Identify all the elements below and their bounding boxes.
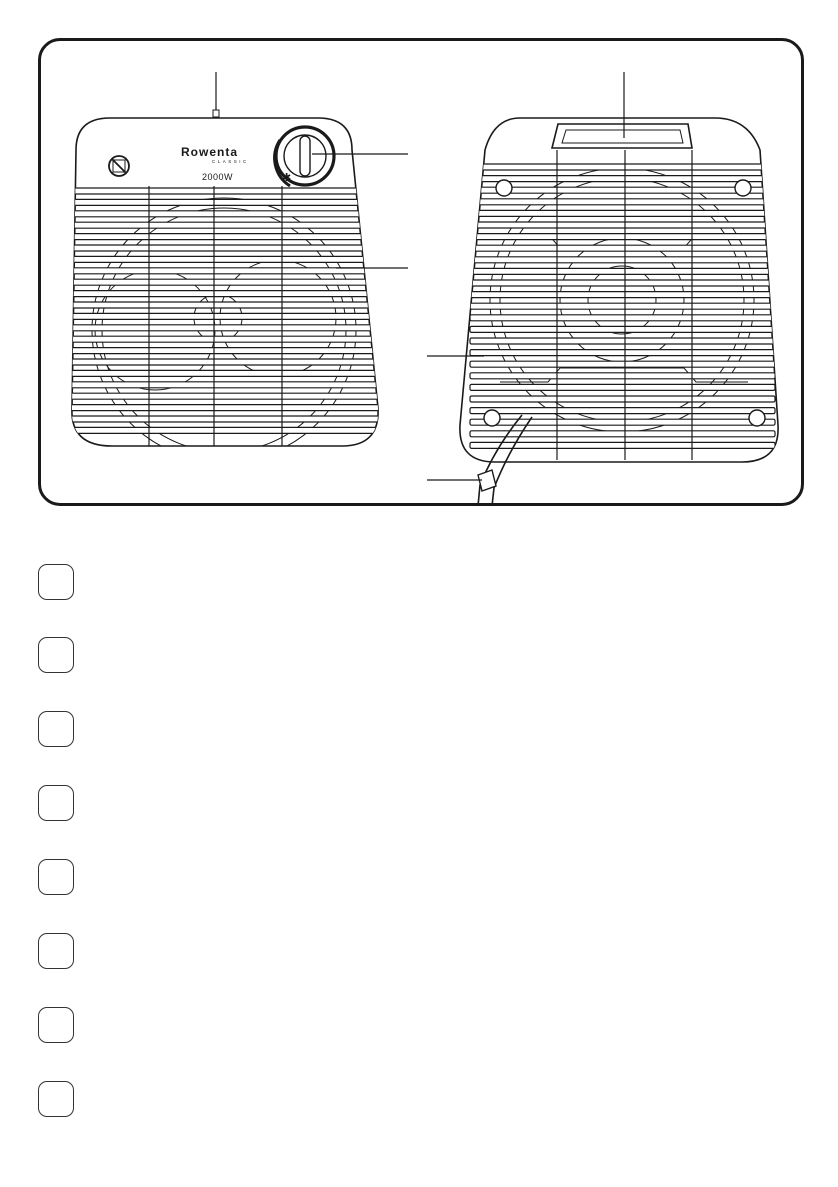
step-text xyxy=(92,637,792,673)
grille-slat xyxy=(60,359,390,365)
heater-diagram xyxy=(0,0,838,520)
grille-slat xyxy=(470,384,775,390)
power-cord xyxy=(478,415,532,506)
grille-slat xyxy=(470,199,775,205)
step-text xyxy=(92,933,792,969)
step-text xyxy=(92,711,792,747)
power-label: 2000W xyxy=(202,172,234,182)
grille-slat xyxy=(60,427,390,433)
step-number-box xyxy=(38,564,74,600)
grille-slat xyxy=(470,350,775,356)
grille-slat xyxy=(60,245,390,251)
grille-slat xyxy=(470,315,775,321)
grille-slat xyxy=(60,268,390,274)
grille-slat xyxy=(470,234,775,240)
front-grille-slats xyxy=(60,188,390,433)
step-text xyxy=(92,1081,792,1117)
step-number-box xyxy=(38,1007,74,1043)
step-number-box xyxy=(38,933,74,969)
grille-slat xyxy=(60,313,390,319)
grille-slat xyxy=(60,222,390,228)
step-number-box xyxy=(38,1081,74,1117)
grille-slat xyxy=(470,176,775,182)
grille-slat xyxy=(470,303,775,309)
grille-slat xyxy=(470,326,775,332)
grille-slat xyxy=(60,416,390,422)
grille-slat xyxy=(60,393,390,399)
step-text xyxy=(92,785,792,821)
back-fan-circles xyxy=(490,168,754,432)
grille-slat xyxy=(60,291,390,297)
grille-slat xyxy=(470,164,775,170)
do-not-cover-icon xyxy=(109,156,129,176)
grille-slat xyxy=(60,279,390,285)
grille-slat xyxy=(470,408,775,414)
grille-slat xyxy=(470,338,775,344)
step-number-box xyxy=(38,637,74,673)
step-number-box xyxy=(38,711,74,747)
grille-slat xyxy=(60,348,390,354)
back-heater xyxy=(460,118,778,506)
grille-slat xyxy=(60,370,390,376)
grille-slat xyxy=(470,245,775,251)
step-text xyxy=(92,1007,792,1043)
grille-slat xyxy=(60,405,390,411)
grille-slat xyxy=(60,256,390,262)
grille-slat xyxy=(60,234,390,240)
grille-slat xyxy=(60,336,390,342)
back-grille-slats xyxy=(470,164,775,448)
grille-slat xyxy=(60,199,390,205)
grille-slat xyxy=(470,268,775,274)
front-labels xyxy=(181,145,249,182)
grille-slat xyxy=(470,292,775,298)
grille-slat xyxy=(470,361,775,367)
grille-slat xyxy=(60,382,390,388)
grille-slat xyxy=(470,280,775,286)
grille-slat xyxy=(60,211,390,217)
grille-slat xyxy=(60,302,390,308)
step-text xyxy=(92,564,792,600)
grille-slat xyxy=(470,222,775,228)
grille-slat xyxy=(60,325,390,331)
carry-handle xyxy=(552,124,692,148)
grille-slat xyxy=(470,257,775,263)
step-number-box xyxy=(38,785,74,821)
snowflake-icon: ✱ xyxy=(282,172,292,184)
grille-slat xyxy=(470,373,775,379)
grille-slat xyxy=(470,431,775,437)
brand-logo: Rowenta xyxy=(181,145,239,159)
grille-slat xyxy=(470,396,775,402)
indicator-light xyxy=(213,110,219,117)
grille-slat xyxy=(470,210,775,216)
step-text xyxy=(92,859,792,895)
sub-brand: CLASSIC xyxy=(212,159,249,164)
grille-slat xyxy=(60,188,390,194)
step-number-box xyxy=(38,859,74,895)
grille-slat xyxy=(470,187,775,193)
